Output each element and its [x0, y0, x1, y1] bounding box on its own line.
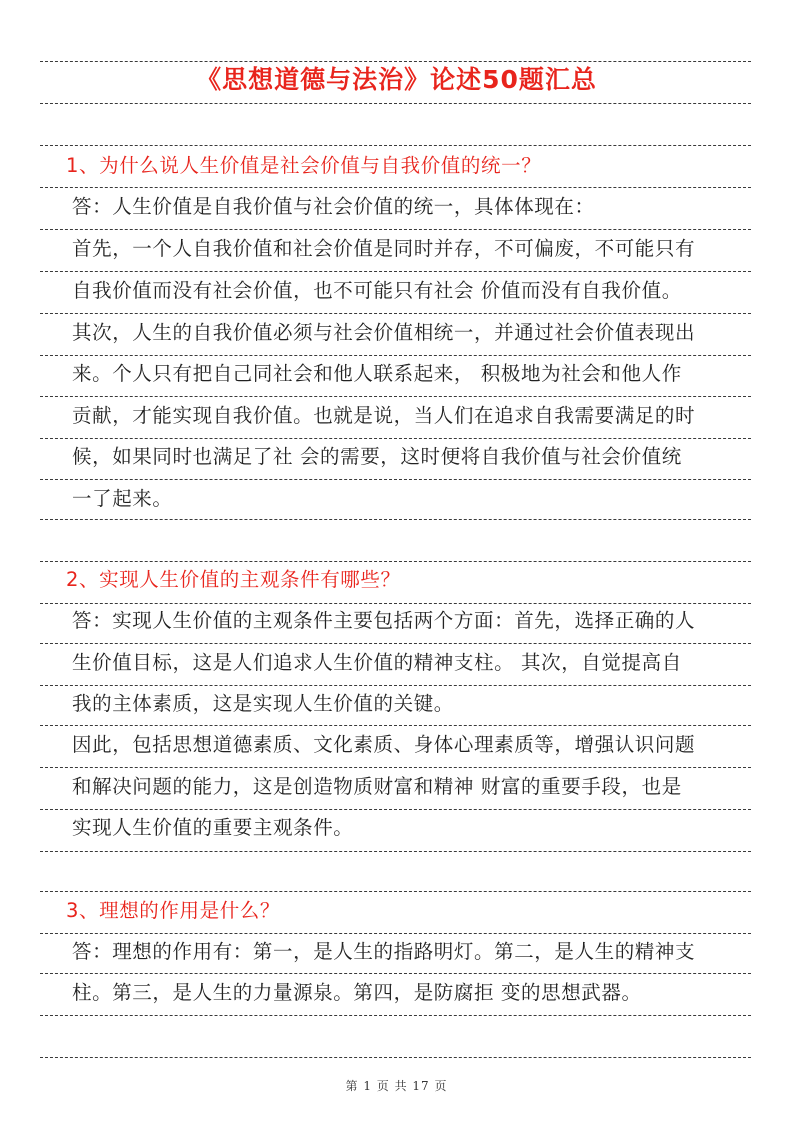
ruling-line [40, 355, 751, 356]
ruling-line [40, 145, 751, 146]
ruling-line [40, 229, 751, 230]
ruling-line [40, 809, 751, 810]
ruling-line [40, 1057, 751, 1058]
question-heading: 2、实现人生价值的主观条件有哪些？ [66, 568, 401, 591]
answer-line: 和解决问题的能力，这是创造物质财富和精神 财富的重要手段，也是 [72, 775, 682, 798]
ruling-line [40, 561, 751, 562]
answer-line: 候，如果同时也满足了社 会的需要，这时便将自我价值与社会价值统 [72, 445, 682, 468]
ruling-line [40, 103, 751, 104]
page-number: 第 1 页 共 17 页 [345, 1079, 448, 1093]
ruling-line [40, 1015, 751, 1016]
ruling-line [40, 891, 751, 892]
ruling-line [40, 933, 751, 934]
answer-line: 自我价值而没有社会价值，也不可能只有社会 价值而没有自我价值。 [72, 279, 682, 302]
ruling-line [40, 603, 751, 604]
ruling-line [40, 61, 751, 62]
ruling-line [40, 187, 751, 188]
ruling-line [40, 396, 751, 397]
ruling-line [40, 438, 751, 439]
ruling-line [40, 851, 751, 852]
question-heading: 1、为什么说人生价值是社会价值与自我价值的统一？ [66, 154, 542, 177]
ruling-line [40, 271, 751, 272]
question-heading: 3、理想的作用是什么？ [66, 899, 281, 922]
answer-line: 我的主体素质，这是实现人生价值的关键。 [72, 692, 454, 715]
ruling-line [40, 725, 751, 726]
answer-line: 其次，人生的自我价值必须与社会价值相统一，并通过社会价值表现出 [72, 321, 696, 344]
answer-line: 柱。第三，是人生的力量源泉。第四，是防腐拒 变的思想武器。 [72, 981, 642, 1004]
page-title: 《思想道德与法治》论述50题汇总 [196, 65, 597, 94]
ruling-line [40, 973, 751, 974]
answer-line: 答：理想的作用有：第一，是人生的指路明灯。第二，是人生的精神支 [72, 940, 696, 963]
ruling-line [40, 643, 751, 644]
answer-line: 实现人生价值的重要主观条件。 [72, 816, 354, 839]
answer-line: 一了起来。 [72, 487, 173, 510]
answer-line: 答：人生价值是自我价值与社会价值的统一，具体体现在： [72, 195, 595, 218]
answer-line: 生价值目标，这是人们追求人生价值的精神支柱。 其次，自觉提高自 [72, 651, 682, 674]
answer-line: 因此，包括思想道德素质、文化素质、身体心理素质等，增强认识问题 [72, 733, 696, 756]
answer-line: 首先，一个人自我价值和社会价值是同时并存，不可偏废，不可能只有 [72, 237, 696, 260]
answer-line: 答：实现人生价值的主观条件主要包括两个方面：首先，选择正确的人 [72, 609, 696, 632]
answer-line: 来。个人只有把自己同社会和他人联系起来， 积极地为社会和他人作 [72, 362, 682, 385]
ruling-line [40, 519, 751, 520]
answer-line: 贡献，才能实现自我价值。也就是说，当人们在追求自我需要满足的时 [72, 404, 696, 427]
ruling-line [40, 767, 751, 768]
ruling-line [40, 685, 751, 686]
ruling-line [40, 313, 751, 314]
ruling-line [40, 479, 751, 480]
